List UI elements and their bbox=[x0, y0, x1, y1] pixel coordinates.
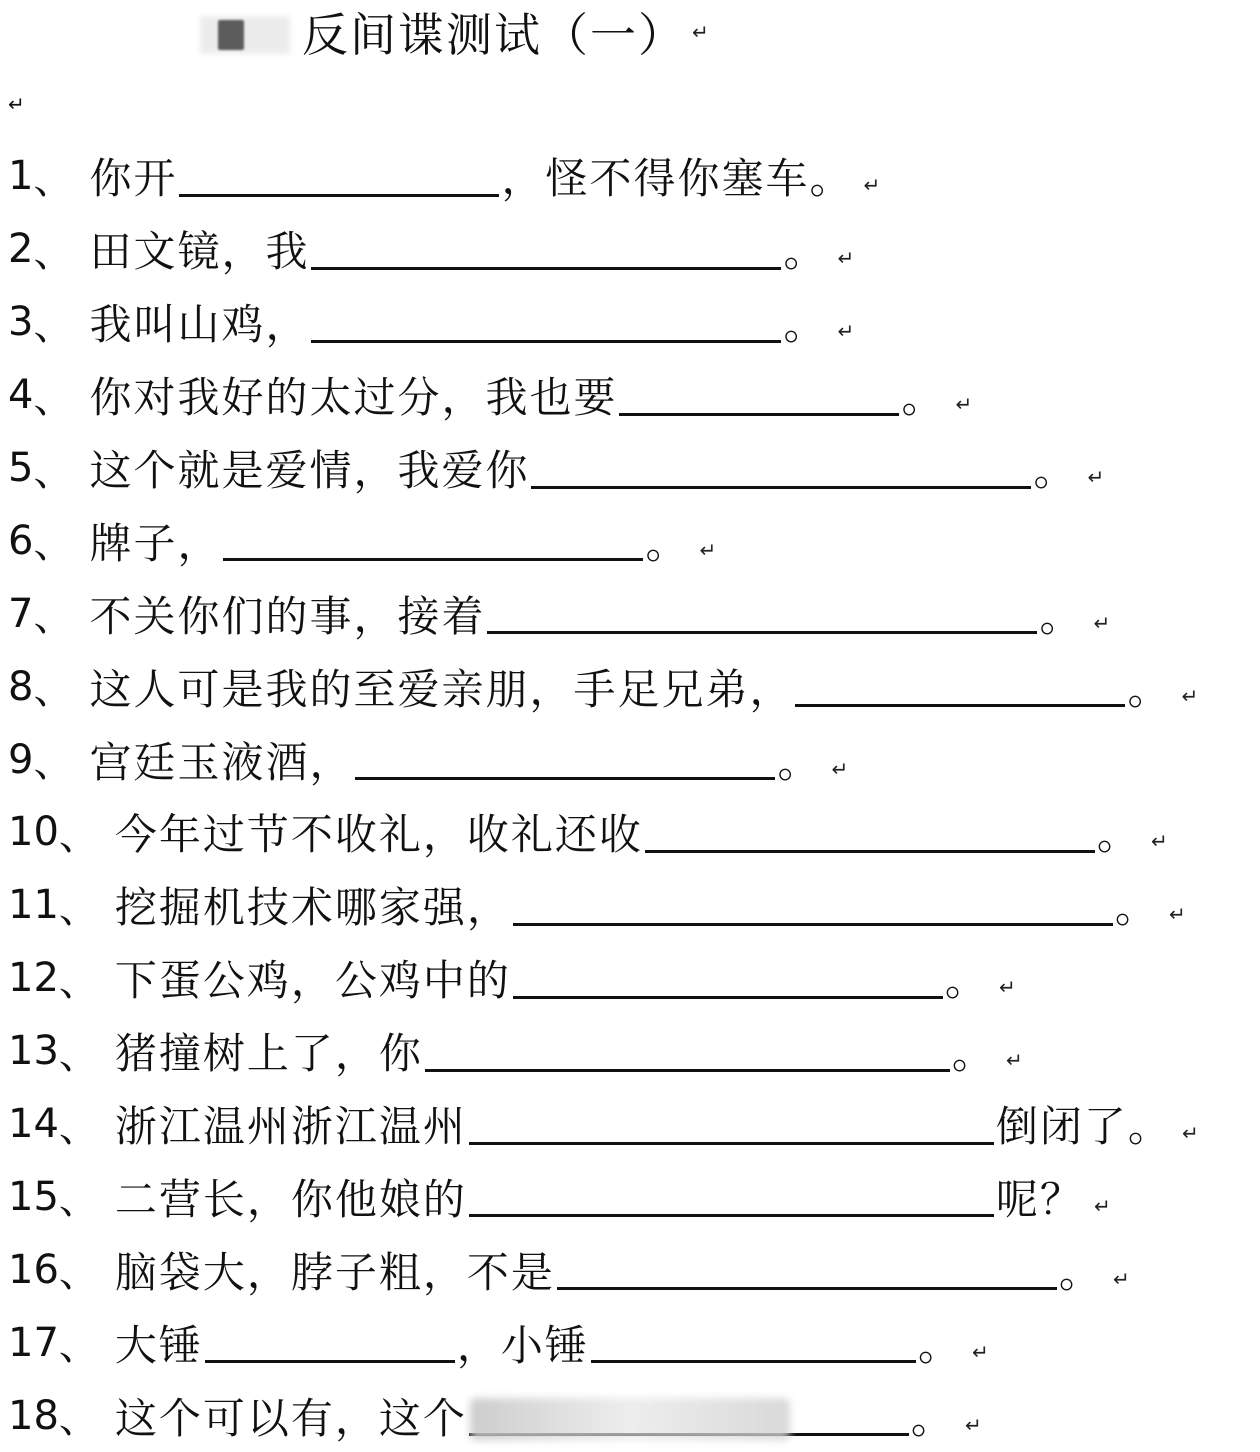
question-ending: 。 bbox=[1039, 591, 1084, 641]
answer-blank[interactable] bbox=[513, 958, 943, 999]
answer-blank[interactable] bbox=[619, 375, 899, 416]
answer-blank[interactable] bbox=[645, 812, 1095, 853]
question-item bbox=[8, 286, 1260, 359]
question-prompt: 下蛋公鸡，公鸡中的 bbox=[114, 956, 511, 1006]
question-ending: 。 bbox=[910, 1393, 955, 1443]
question-separator: 、 bbox=[33, 521, 76, 568]
redaction-smudge bbox=[470, 1398, 790, 1440]
question-separator: 、 bbox=[58, 1104, 101, 1151]
question-ending: ，小锤 bbox=[456, 1320, 589, 1370]
question-ending: 呢？ bbox=[995, 1174, 1084, 1224]
question-separator: 、 bbox=[33, 740, 76, 787]
question-number: 2 bbox=[8, 226, 34, 273]
question-separator: 、 bbox=[58, 1323, 101, 1370]
question-ending: ，怪不得你塞车。 bbox=[501, 154, 854, 204]
question-number: 11 bbox=[8, 882, 59, 929]
question-item bbox=[8, 1015, 1260, 1088]
question-item bbox=[8, 1233, 1260, 1306]
question-prompt: 你开 bbox=[89, 154, 178, 204]
question-number: 14 bbox=[8, 1101, 59, 1148]
question-separator: 、 bbox=[58, 958, 101, 1005]
question-number: 13 bbox=[8, 1028, 59, 1075]
question-item bbox=[8, 213, 1260, 286]
question-number: 1 bbox=[8, 153, 34, 200]
question-separator: 、 bbox=[33, 667, 76, 714]
question-separator: 、 bbox=[58, 812, 101, 859]
question-number: 9 bbox=[8, 736, 34, 783]
question-number: 4 bbox=[8, 372, 34, 419]
paragraph-mark-icon: ↵ bbox=[998, 975, 1018, 1000]
answer-blank[interactable] bbox=[355, 739, 775, 780]
question-number: 10 bbox=[8, 809, 59, 856]
question-prompt: 二营长，你他娘的 bbox=[114, 1174, 467, 1224]
question-prompt: 今年过节不收礼，收礼还收 bbox=[114, 810, 643, 860]
paragraph-mark-icon: ↵ bbox=[955, 392, 975, 417]
question-number: 15 bbox=[8, 1173, 59, 1220]
question-prompt: 浙江温州浙江温州 bbox=[114, 1102, 467, 1152]
question-ending: 。 bbox=[645, 518, 690, 568]
answer-blank[interactable] bbox=[591, 1322, 916, 1363]
question-ending: 倒闭了。 bbox=[995, 1102, 1172, 1152]
paragraph-mark-icon: ↵ bbox=[1181, 683, 1201, 708]
paragraph-mark-icon: ↵ bbox=[971, 1339, 991, 1364]
question-separator: 、 bbox=[58, 1177, 101, 1224]
question-ending: 。 bbox=[944, 956, 989, 1006]
question-ending: 。 bbox=[951, 1029, 996, 1079]
question-ending: 。 bbox=[783, 227, 828, 277]
answer-blank[interactable] bbox=[557, 1249, 1057, 1290]
question-number: 18 bbox=[8, 1392, 59, 1439]
question-prompt: 猪撞树上了，你 bbox=[114, 1029, 423, 1079]
question-number: 8 bbox=[8, 663, 34, 710]
question-item bbox=[8, 1160, 1260, 1233]
question-ending: 。 bbox=[1114, 883, 1159, 933]
answer-blank[interactable] bbox=[469, 1104, 994, 1145]
question-prompt: 这人可是我的至爱亲朋，手足兄弟， bbox=[89, 664, 794, 714]
paragraph-mark-icon: ↵ bbox=[863, 173, 883, 198]
paragraph-mark-icon: ↵ bbox=[1093, 610, 1113, 635]
answer-blank[interactable] bbox=[311, 302, 781, 343]
question-item bbox=[8, 504, 1260, 577]
answer-blank[interactable] bbox=[513, 885, 1113, 926]
question-item bbox=[8, 577, 1260, 650]
title-row bbox=[200, 2, 709, 62]
paragraph-mark-icon: ↵ bbox=[1181, 1121, 1201, 1146]
question-list bbox=[8, 140, 1260, 1452]
answer-blank[interactable] bbox=[205, 1322, 455, 1363]
page-title: 反间谍测试（一） bbox=[302, 8, 686, 62]
paragraph-mark-icon: ↵ bbox=[964, 1412, 984, 1437]
question-separator: 、 bbox=[58, 1396, 101, 1443]
question-prompt: 你对我好的太过分，我也要 bbox=[89, 373, 618, 423]
question-prompt: 不关你们的事，接着 bbox=[89, 591, 486, 641]
question-number: 3 bbox=[8, 299, 34, 346]
redaction-smudge bbox=[200, 12, 290, 52]
question-item bbox=[8, 140, 1260, 213]
question-separator: 、 bbox=[33, 302, 76, 349]
question-separator: 、 bbox=[58, 1031, 101, 1078]
question-number: 5 bbox=[8, 445, 34, 491]
paragraph-mark-icon: ↵ bbox=[1093, 1193, 1113, 1218]
question-prompt: 脑袋大，脖子粗，不是 bbox=[114, 1247, 555, 1297]
answer-blank[interactable] bbox=[223, 520, 643, 561]
question-number: 7 bbox=[8, 590, 34, 637]
question-ending: 。 bbox=[1033, 446, 1078, 495]
question-item bbox=[8, 359, 1260, 432]
question-separator: 、 bbox=[33, 156, 76, 203]
question-ending: 。 bbox=[901, 373, 946, 423]
paragraph-mark-icon: ↵ bbox=[699, 537, 719, 562]
paragraph-mark-icon: ↵ bbox=[1112, 1266, 1132, 1291]
paragraph-mark-icon: ↵ bbox=[692, 20, 709, 44]
answer-blank[interactable] bbox=[531, 448, 1031, 489]
answer-blank[interactable] bbox=[469, 1176, 994, 1217]
question-separator: 、 bbox=[33, 594, 76, 641]
question-separator: 、 bbox=[33, 229, 76, 276]
question-item bbox=[8, 432, 1260, 505]
question-separator: 、 bbox=[58, 885, 101, 932]
question-ending: 。 bbox=[1127, 664, 1172, 714]
question-item bbox=[8, 650, 1260, 723]
paragraph-mark-icon: ↵ bbox=[1168, 902, 1188, 927]
question-item bbox=[8, 1088, 1260, 1161]
question-item bbox=[8, 1306, 1260, 1379]
question-separator: 、 bbox=[58, 1250, 101, 1297]
question-prompt: 挖掘机技术哪家强， bbox=[114, 883, 511, 933]
question-prompt: 我叫山鸡， bbox=[89, 300, 310, 350]
question-prompt: 田文镜，我 bbox=[89, 227, 310, 277]
question-prompt: 大锤 bbox=[114, 1320, 203, 1370]
question-prompt: 这个可以有，这个 bbox=[114, 1393, 467, 1443]
answer-blank[interactable] bbox=[311, 229, 781, 270]
question-ending: 。 bbox=[917, 1320, 962, 1370]
question-number: 16 bbox=[8, 1246, 59, 1293]
question-separator: 、 bbox=[33, 448, 76, 495]
paragraph-mark-icon: ↵ bbox=[1005, 1048, 1025, 1073]
answer-blank[interactable] bbox=[425, 1031, 950, 1072]
question-ending: 。 bbox=[783, 300, 828, 350]
paragraph-mark-icon: ↵ bbox=[1087, 465, 1107, 489]
paragraph-mark-icon: ↵ bbox=[8, 92, 25, 116]
question-ending: 。 bbox=[1096, 810, 1141, 860]
question-ending: 。 bbox=[1058, 1247, 1103, 1297]
question-item bbox=[8, 796, 1260, 869]
question-separator: 、 bbox=[33, 375, 76, 422]
paragraph-mark-icon: ↵ bbox=[831, 756, 851, 781]
paragraph-mark-icon: ↵ bbox=[837, 246, 857, 271]
answer-blank[interactable] bbox=[179, 156, 499, 197]
question-item bbox=[8, 942, 1260, 1015]
answer-blank[interactable] bbox=[795, 666, 1125, 707]
paragraph-mark-icon: ↵ bbox=[837, 319, 857, 344]
question-number: 12 bbox=[8, 955, 59, 1002]
question-prompt: 这个就是爱情，我爱你 bbox=[89, 446, 530, 495]
question-number: 17 bbox=[8, 1319, 59, 1366]
paragraph-mark-icon: ↵ bbox=[1150, 829, 1170, 854]
question-item bbox=[8, 869, 1260, 942]
question-item bbox=[8, 723, 1260, 796]
question-prompt: 宫廷玉液酒， bbox=[89, 737, 354, 787]
answer-blank[interactable] bbox=[487, 593, 1037, 634]
question-prompt: 牌子， bbox=[89, 518, 222, 568]
question-ending: 。 bbox=[777, 737, 822, 787]
question-number: 6 bbox=[8, 517, 34, 564]
